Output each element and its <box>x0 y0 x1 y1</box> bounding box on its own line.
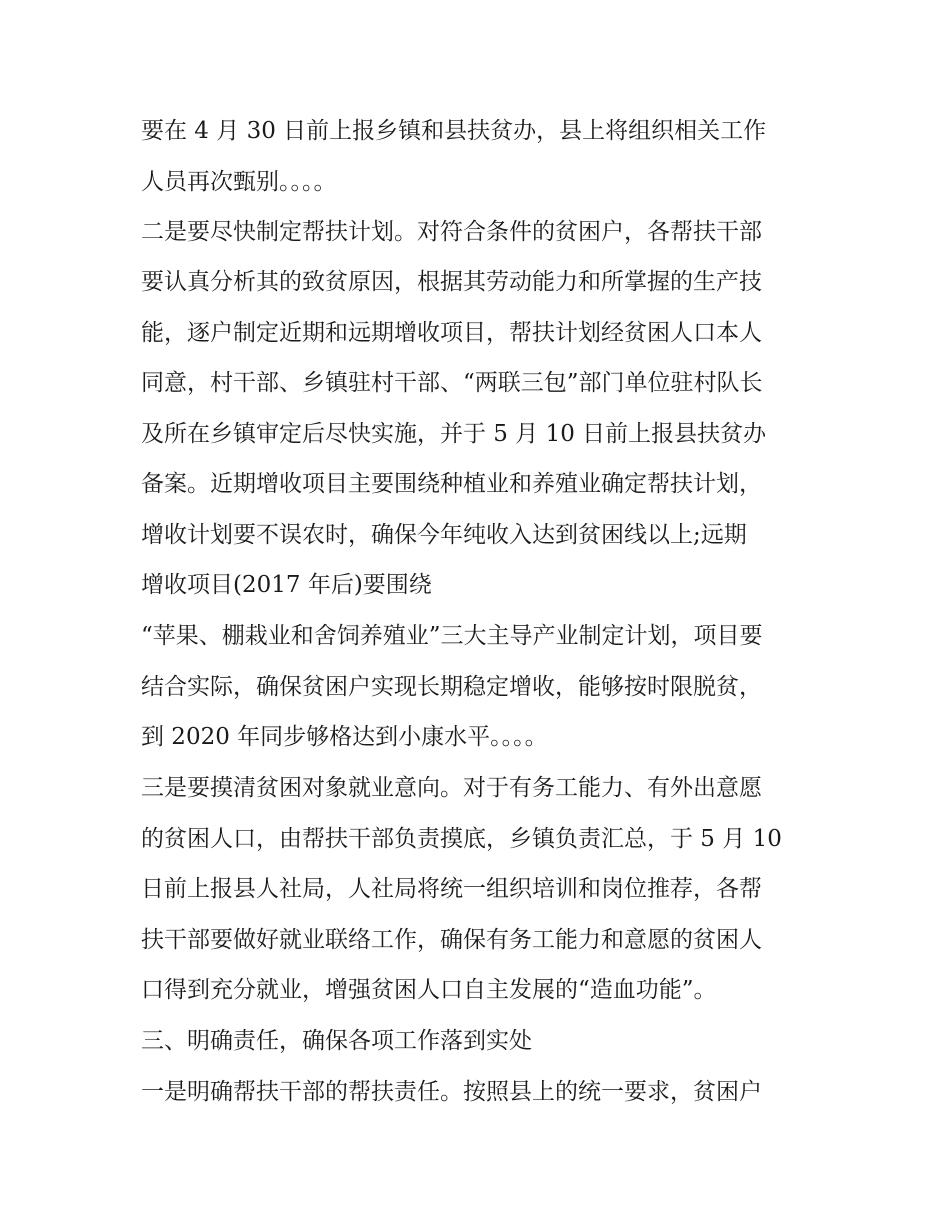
text-line: 扶干部要做好就业联络工作，确保有务工能力和意愿的贫困人 <box>141 927 762 953</box>
text-line: 要认真分析其的致贫原因，根据其劳动能力和所掌握的生产技 <box>141 269 762 295</box>
text-line: 口得到充分就业，增强贫困人口自主发展的“造血功能”。 <box>141 977 717 1003</box>
text-line: 要在 4 月 30 日前上报乡镇和县扶贫办，县上将组织相关工作 <box>141 118 767 144</box>
text-line: 增收项目(2017 年后)要围绕 <box>141 572 432 598</box>
text-line: 到 2020 年同步够格达到小康水平。。。。 <box>141 724 548 750</box>
text-line: 一是明确帮扶干部的帮扶责任。按照县上的统一要求，贫困户 <box>141 1079 762 1105</box>
section-heading: 三、明确责任，确保各项工作落到实处 <box>141 1028 532 1054</box>
text-line: 日前上报县人社局，人社局将统一组织培训和岗位推荐，各帮 <box>141 876 762 902</box>
text-line: 及所在乡镇审定后尽快实施，并于 5 月 10 日前上报县扶贫办 <box>141 421 767 447</box>
text-line: 备案。近期增收项目主要围绕种植业和养殖业确定帮扶计划， <box>141 471 762 497</box>
text-line: “苹果、棚栽业和舍饲养殖业”三大主导产业制定计划，项目要 <box>141 623 763 649</box>
text-line: 二是要尽快制定帮扶计划。对符合条件的贫困户，各帮扶干部 <box>141 219 762 245</box>
text-line: 人员再次甄别。。。。 <box>141 169 337 195</box>
text-line: 增收计划要不误农时，确保今年纯收入达到贫困线以上;远期 <box>141 522 747 548</box>
text-line: 三是要摸清贫困对象就业意向。对于有务工能力、有外出意愿 <box>141 775 762 801</box>
text-line: 的贫困人口，由帮扶干部负责摸底，乡镇负责汇总，于 5 月 10 <box>141 826 782 852</box>
text-line: 能，逐户制定近期和远期增收项目，帮扶计划经贫困人口本人 <box>141 320 762 346</box>
text-line: 结合实际，确保贫困户实现长期稳定增收，能够按时限脱贫， <box>141 674 762 700</box>
text-line: 同意，村干部、乡镇驻村干部、“两联三包”部门单位驻村队长 <box>141 370 763 396</box>
